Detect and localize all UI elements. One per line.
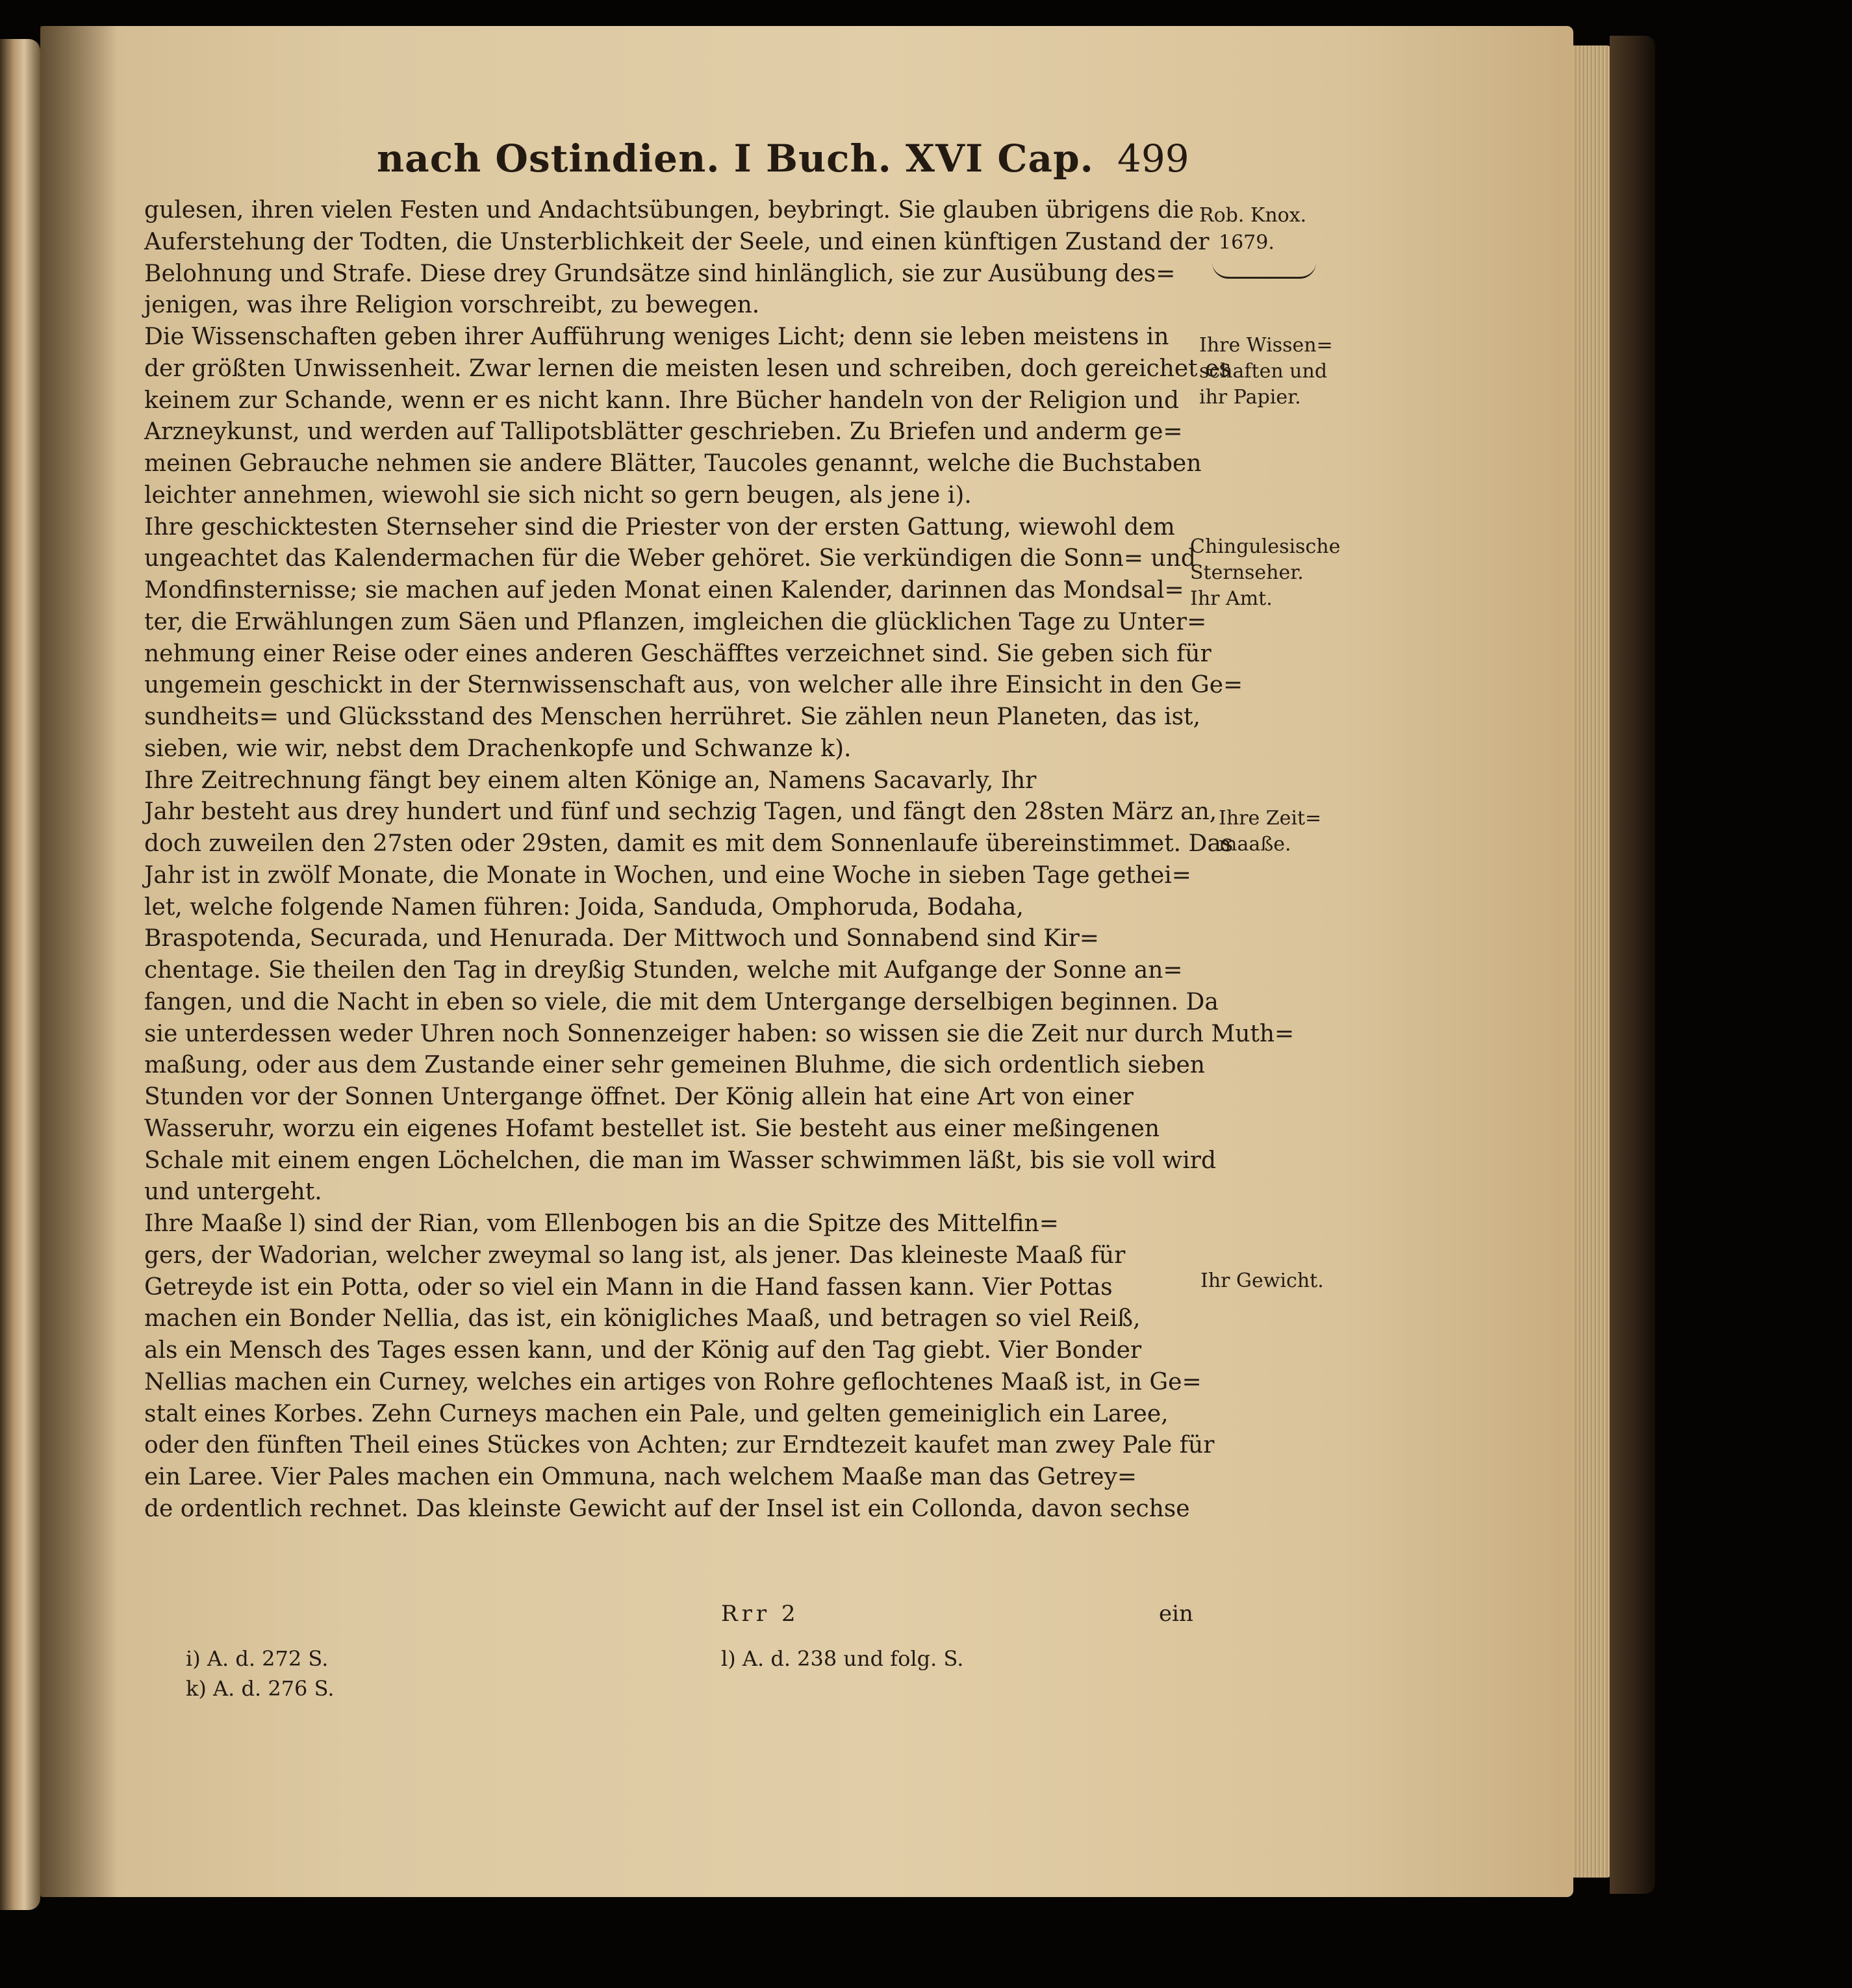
text-line: let, welche folgende Namen führen: Joida, Sanduda, Omphoruda, Bodaha, <box>144 893 1024 921</box>
text-line: Belohnung und Strafe. Diese drey Grundsätze sind hinlänglich, sie zur Ausübung des= <box>144 260 1176 287</box>
text-line: jenigen, was ihre Religion vorschreibt, zu bewegen. <box>144 292 760 319</box>
facing-page-edge <box>0 39 40 1910</box>
text-line: ungemein geschickt in der Sternwissenschaft aus, von welcher alle ihre Einsicht in den Ge= <box>144 672 1243 699</box>
text-line: Jahr besteht aus drey hundert und fünf und sechzig Tagen, und fängt den 28sten März an, <box>144 798 1217 826</box>
text-line: und untergeht. <box>144 1179 322 1206</box>
text-line: Ihre geschicktesten Sternseher sind die Priester von der ersten Gattung, wiewohl dem <box>144 513 1175 541</box>
text-line: nehmung einer Reise oder eines anderen Geschäfftes verzeichnet sind. Sie geben sich für <box>144 640 1211 667</box>
running-head: nach Ostindien. I Buch. XVI Cap. <box>377 136 1094 181</box>
text-line: ein Laree. Vier Pales machen ein Ommuna, nach welchem Maaße man das Getrey= <box>144 1464 1137 1490</box>
footnote-l: l) A. d. 238 und folg. S. <box>721 1646 964 1671</box>
side-note-source-author: Rob. Knox. <box>1199 204 1307 227</box>
text-line: stalt eines Korbes. Zehn Curneys machen ein Pale, und gelten gemeiniglich ein Laree, <box>144 1400 1169 1427</box>
footnote-i: i) A. d. 272 S. <box>186 1646 329 1671</box>
text-line: Die Wissenschaften geben ihrer Aufführung weniges Licht; denn sie leben meistens in <box>144 324 1169 350</box>
text-line: ter, die Erwählungen zum Säen und Pflanzen, imgleichen die glücklichen Tage zu Unter= <box>144 608 1207 635</box>
footnote-k: k) A. d. 276 S. <box>186 1676 335 1701</box>
text-line: Ihre Maaße l) sind der Rian, vom Ellenbogen bis an die Spitze des Mittelfin= <box>144 1210 1059 1237</box>
text-line: leichter annehmen, wiewohl sie sich nicht so gern beugen, als jene i). <box>144 481 972 509</box>
text-line: sie unterdessen weder Uhren noch Sonnenzeiger haben: so wissen sie die Zeit nur durch Muth= <box>144 1020 1295 1047</box>
text-line: Nellias machen ein Curney, welches ein artiges von Rohre geflochtenes Maaß ist, in Ge= <box>144 1368 1202 1395</box>
text-line: meinen Gebrauche nehmen sie andere Blätter, Taucoles genannt, welche die Buchstaben <box>144 450 1202 477</box>
page-gutter-shadow <box>40 26 118 1897</box>
text-line: fangen, und die Nacht in eben so viele, die mit dem Untergange derselbigen beginnen. Da <box>144 988 1219 1015</box>
text-line: maßung, oder aus dem Zustande einer sehr gemeinen Bluhme, die sich ordentlich sieben <box>144 1052 1205 1079</box>
text-line: sieben, wie wir, nebst dem Drachenkopfe und Schwanze k). <box>144 735 852 762</box>
text-line: ungeachtet das Kalendermachen für die Weber gehöret. Sie verkündigen die Sonn= und <box>144 545 1196 572</box>
text-line: Jahr ist in zwölf Monate, die Monate in Wochen, und eine Woche in sieben Tage gethei= <box>144 861 1191 889</box>
text-line: Arzneykunst, und werden auf Tallipotsblätter geschrieben. Zu Briefen und anderm ge= <box>144 418 1183 446</box>
text-line: keinem zur Schande, wenn er es nicht kann. Ihre Bücher handeln von der Religion und <box>144 387 1179 414</box>
text-line: sundheits= und Glücksstand des Menschen herrühret. Sie zählen neun Planeten, das ist, <box>144 704 1200 730</box>
text-line: gers, der Wadorian, welcher zweymal so lang ist, als jener. Das kleineste Maaß für <box>144 1242 1126 1269</box>
page-number: 499 <box>1117 136 1189 181</box>
text-line: Braspotenda, Securada, und Henurada. Der Mittwoch und Sonnabend sind Kir= <box>144 925 1099 952</box>
text-line: als ein Mensch des Tages essen kann, und der König auf den Tag giebt. Vier Bonder <box>144 1337 1142 1364</box>
text-line: Stunden vor der Sonnen Untergange öffnet. Der König allein hat eine Art von einer <box>144 1084 1134 1110</box>
side-note-brace <box>1212 262 1316 279</box>
book-cover-edge <box>1610 36 1655 1894</box>
side-note-sciences: Ihre Wissen= schaften und ihr Papier. <box>1199 334 1333 409</box>
text-line: der größten Unwissenheit. Zwar lernen die meisten lesen und schreiben, doch gereichet es <box>144 355 1231 382</box>
side-note-astronomers: Chingulesische Sternseher. Ihr Amt. <box>1190 535 1341 610</box>
side-note-time-measure: Ihre Zeit= maaße. <box>1219 807 1322 856</box>
text-line: gulesen, ihren vielen Festen und Andachtsübungen, beybringt. Sie glauben übrigens die <box>144 197 1194 223</box>
text-line: Ihre Zeitrechnung fängt bey einem alten Könige an, Namens Sacavarly, Ihr <box>144 767 1037 794</box>
text-line: Getreyde ist ein Potta, oder so viel ein Mann in die Hand fassen kann. Vier Pottas <box>144 1273 1113 1301</box>
text-line: machen ein Bonder Nellia, das ist, ein königliches Maaß, und betragen so viel Reiß, <box>144 1305 1141 1332</box>
signature-mark: Rrr 2 <box>721 1601 800 1627</box>
text-line: chentage. Sie theilen den Tag in dreyßig Stunden, welche mit Aufgange der Sonne an= <box>144 957 1183 984</box>
text-line: Mondfinsternisse; sie machen auf jeden Monat einen Kalender, darinnen das Mondsal= <box>144 577 1184 604</box>
text-line: oder den fünften Theil eines Stückes von Achten; zur Erndtezeit kaufet man zwey Pale für <box>144 1432 1215 1459</box>
side-note-source-year: 1679. <box>1219 231 1275 254</box>
text-line: de ordentlich rechnet. Das kleinste Gewicht auf der Insel ist ein Collonda, davon sechse <box>144 1495 1190 1522</box>
text-line: doch zuweilen den 27sten oder 29sten, damit es mit dem Sonnenlaufe übereinstimmet. Das <box>144 830 1234 857</box>
side-note-weights: Ihr Gewicht. <box>1200 1269 1324 1292</box>
catchword: ein <box>1159 1601 1193 1627</box>
text-line: Wasseruhr, worzu ein eigenes Hofamt bestellet ist. Sie besteht aus einer meßingenen <box>144 1115 1160 1142</box>
text-line: Schale mit einem engen Löchelchen, die man im Wasser schwimmen läßt, bis sie voll wird <box>144 1147 1217 1174</box>
text-line: Auferstehung der Todten, die Unsterblichkeit der Seele, und einen künftigen Zustand der <box>144 228 1210 255</box>
